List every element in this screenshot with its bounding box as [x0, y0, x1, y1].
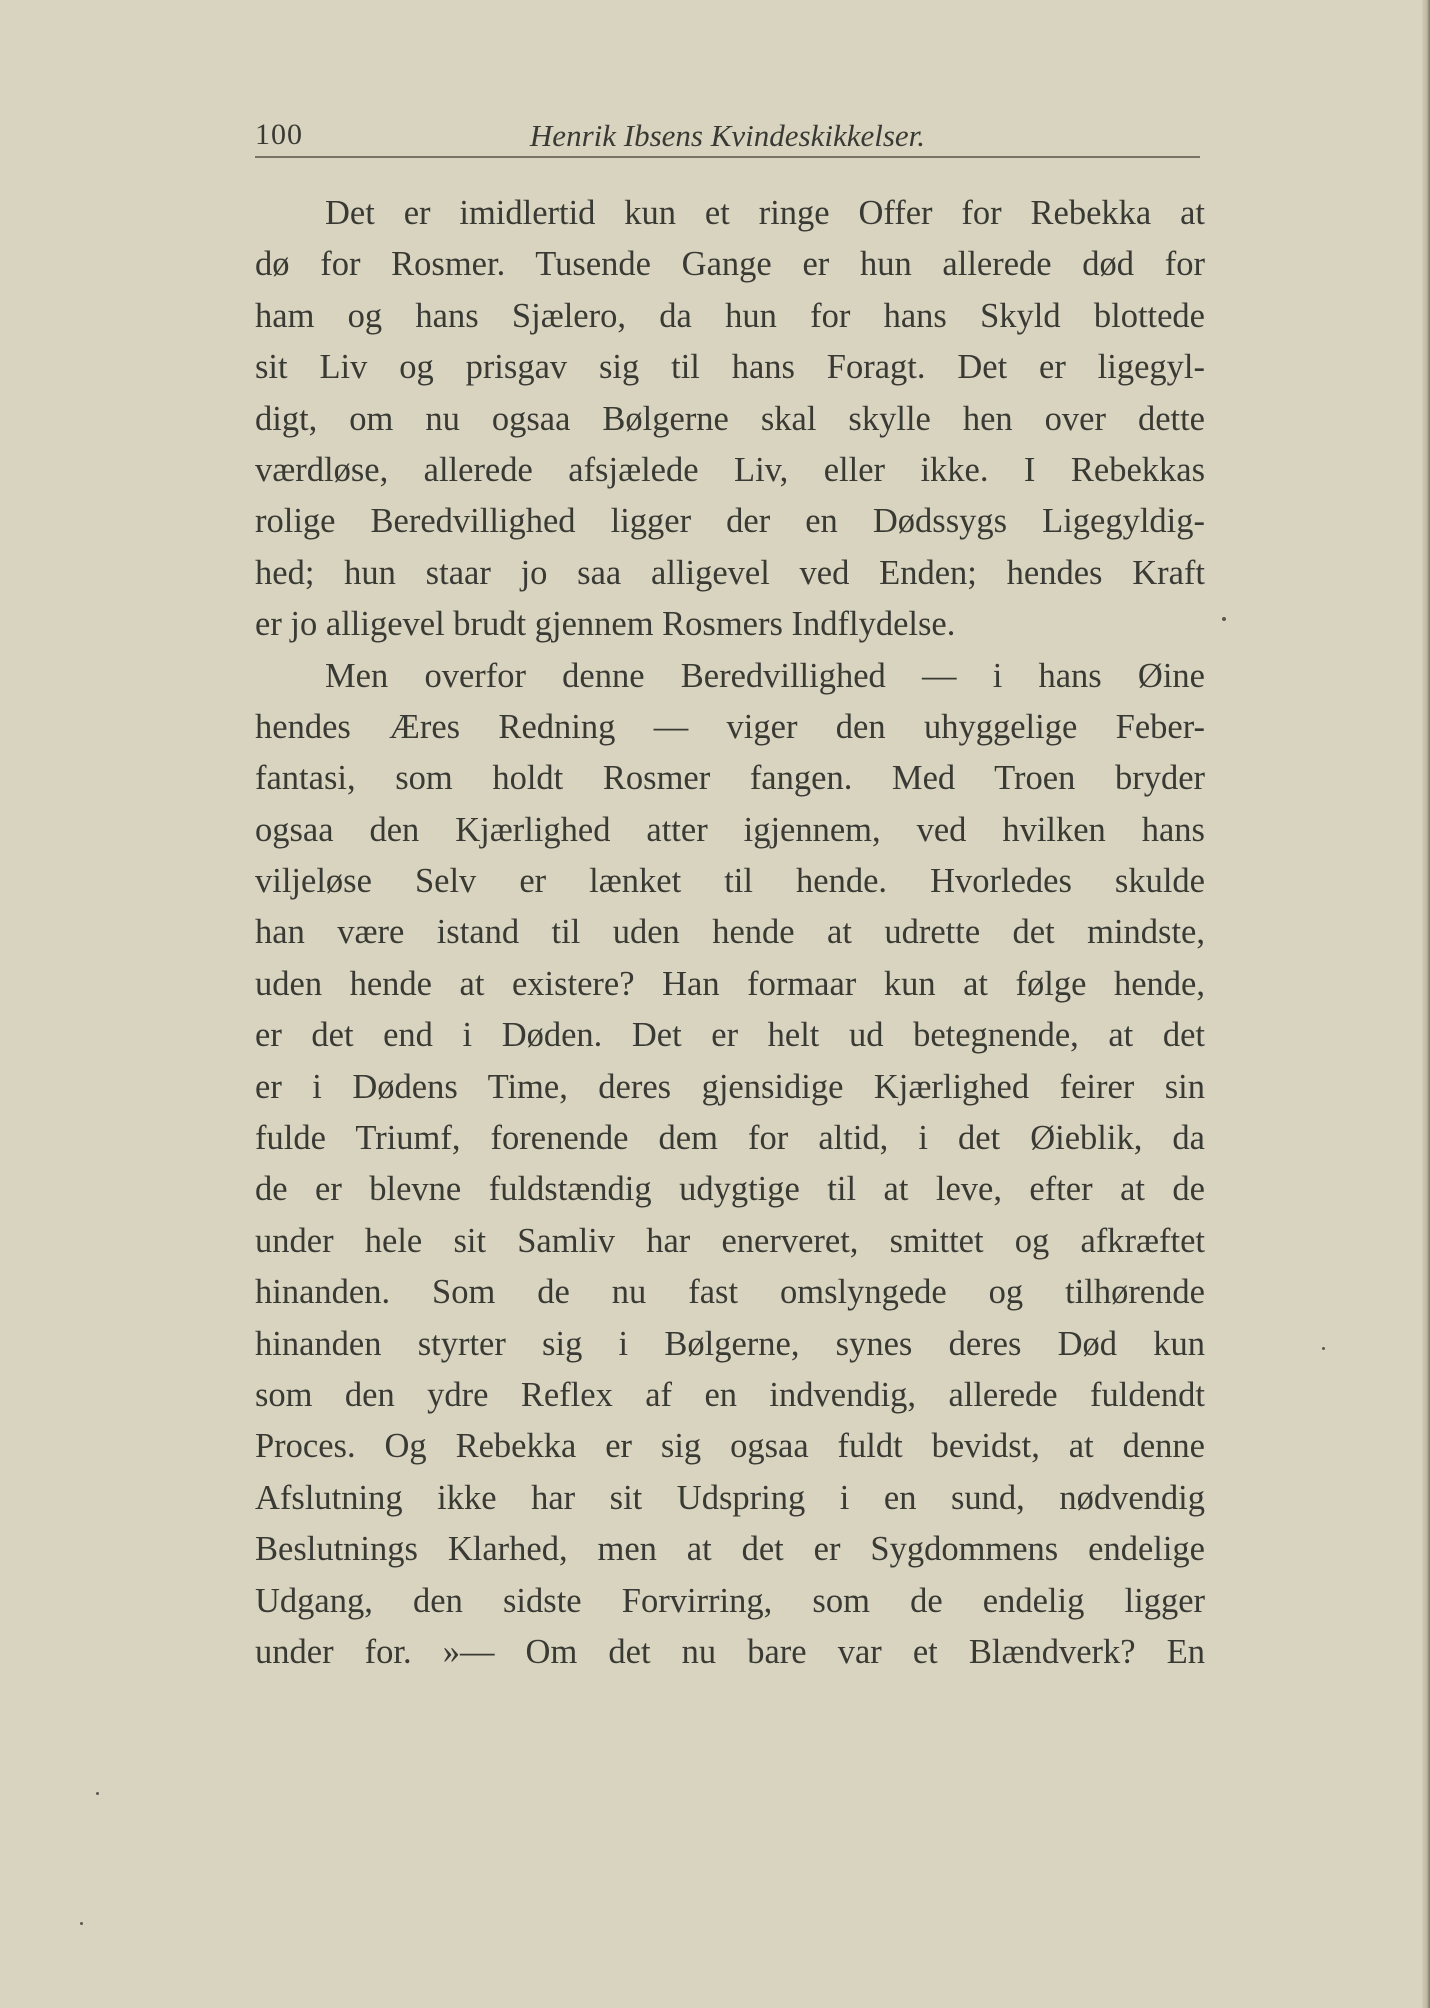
text-line: er jo alligevel brudt gjennem Rosmers Indflydelse. [255, 605, 956, 644]
text-line: hendes Æres Redning — viger den uhyggelige Feber- [255, 707, 1205, 746]
running-title: Henrik Ibsens Kvindeskikkelser. [529, 118, 926, 153]
page-number: 100 [255, 118, 303, 151]
page-edge [1422, 0, 1430, 2008]
text-line: viljeløse Selv er lænket til hende. Hvorledes skulde [255, 862, 1205, 901]
text-line: under hele sit Samliv har enerveret, smittet og afkræftet [255, 1221, 1205, 1260]
text-line: under for. »— Om det nu bare var et Blændverk? En [255, 1632, 1205, 1671]
text-line: Afslutning ikke har sit Udspring i en sund, nødvendig [255, 1478, 1205, 1517]
text-line: de er blevne fuldstændig udygtige til at leve, efter at de [255, 1170, 1205, 1209]
text-line: er i Dødens Time, deres gjensidige Kjærlighed feirer sin [255, 1067, 1205, 1106]
text-line: Proces. Og Rebekka er sig ogsaa fuldt bevidst, at denne [255, 1427, 1205, 1466]
paper-speck [1222, 617, 1226, 621]
text-line: rolige Beredvillighed ligger der en Dødssygs Ligegyldig- [255, 502, 1205, 541]
paper-speck [96, 1792, 99, 1795]
text-line: Det er imidlertid kun et ringe Offer for Rebekka at [325, 194, 1205, 232]
text-line: værdløse, allerede afsjælede Liv, eller ikke. I Rebekkas [255, 450, 1205, 489]
paper-speck [1322, 1347, 1325, 1350]
text-line: digt, om nu ogsaa Bølgerne skal skylle hen over dette [255, 399, 1205, 438]
text-line: hed; hun staar jo saa alligevel ved Enden; hendes Kraft [255, 553, 1205, 592]
text-line: fantasi, som holdt Rosmer fangen. Med Troen bryder [255, 759, 1205, 798]
header-rule [255, 156, 1200, 158]
running-header [255, 110, 1200, 158]
text-line: Men overfor denne Beredvillighed — i hans Øine [325, 656, 1205, 695]
text-line: hinanden styrter sig i Bølgerne, synes deres Død kun [255, 1324, 1205, 1363]
text-line: fulde Triumf, forenende dem for altid, i det Øieblik, da [255, 1119, 1205, 1158]
text-line: Beslutnings Klarhed, men at det er Sygdommens endelige [255, 1530, 1205, 1569]
text-line: uden hende at existere? Han formaar kun at følge hende, [255, 964, 1205, 1003]
text-line: sit Liv og prisgav sig til hans Foragt. Det er ligegyl- [255, 348, 1205, 387]
text-line: er det end i Døden. Det er helt ud betegnende, at det [255, 1016, 1205, 1055]
text-line: dø for Rosmer. Tusende Gange er hun allerede død for [255, 245, 1205, 284]
text-line: som den ydre Reflex af en indvendig, allerede fuldendt [255, 1375, 1205, 1414]
text-line: ogsaa den Kjærlighed atter igjennem, ved hvilken hans [255, 810, 1205, 849]
paper-speck [80, 1922, 83, 1925]
text-line: ham og hans Sjælero, da hun for hans Skyld blottede [255, 296, 1205, 335]
text-line: hinanden. Som de nu fast omslyngede og tilhørende [255, 1273, 1205, 1312]
body-text [255, 188, 1205, 1678]
text-line: Udgang, den sidste Forvirring, som de endelig ligger [255, 1581, 1205, 1620]
text-line: han være istand til uden hende at udrette det mindste, [255, 913, 1205, 952]
